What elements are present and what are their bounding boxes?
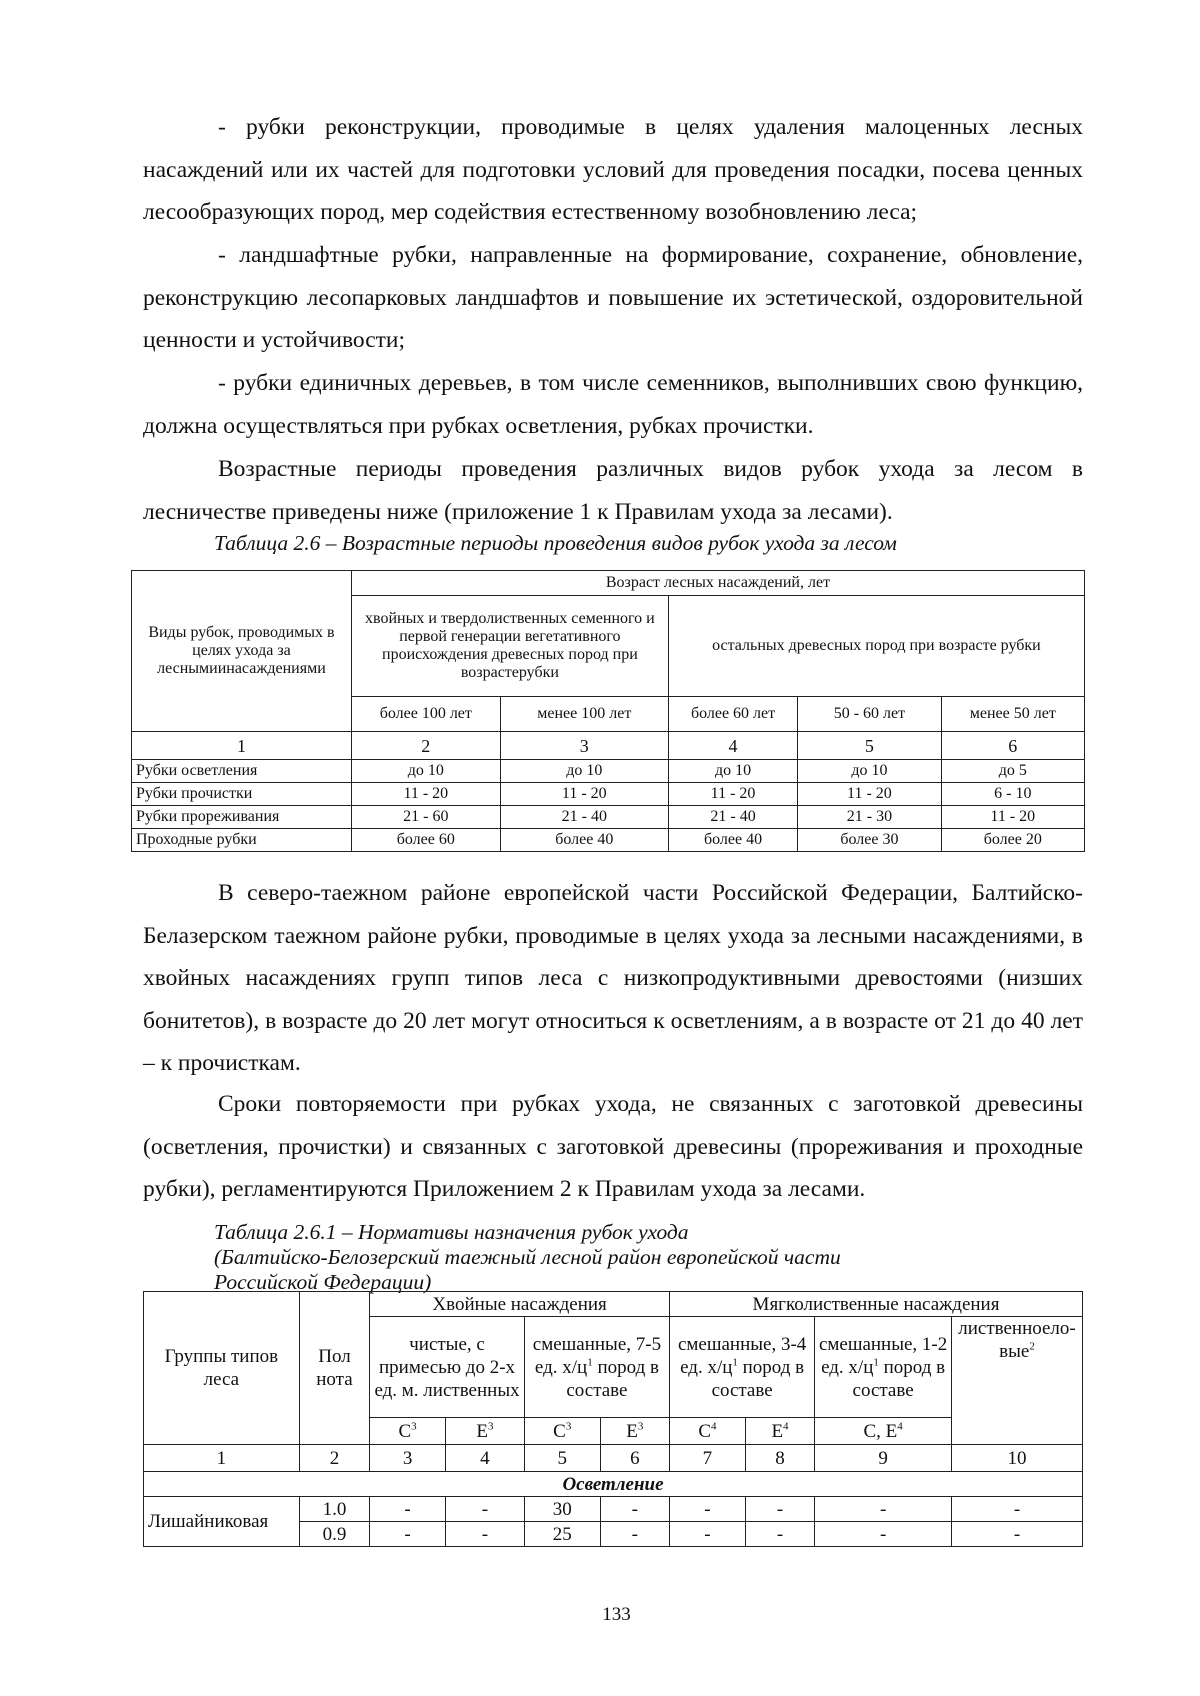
table-cell: более 40 xyxy=(668,829,797,852)
table-cell: 25 xyxy=(524,1522,600,1547)
table-cell: - xyxy=(745,1497,814,1522)
footnote-mark: 3 xyxy=(565,1420,572,1433)
paragraph-repeat-terms: Сроки повторяемости при рубках ухода, не связанных с заготовкой древесины (осветления, прочистки) и связанных с заготовкой древесины (прореживания и проходные рубки), регламентируются Приложением 2 к Правилам ухода за лесами. xyxy=(143,1091,1083,1202)
header-mixed-7-5 xyxy=(524,1317,669,1418)
table-2-6-caption: Таблица 2.6 – Возрастные периоды проведения видов рубок ухода за лесом xyxy=(214,531,897,555)
table-row xyxy=(144,1497,1083,1522)
footnote-mark: 3 xyxy=(487,1420,494,1433)
header-text: пород в составе xyxy=(566,1356,659,1401)
header-sub: 50 - 60 лет xyxy=(798,697,941,732)
species-label: Е xyxy=(626,1420,638,1442)
column-numbers-row xyxy=(144,1445,1083,1472)
row-label: Рубки прореживания xyxy=(132,806,352,829)
header-density: Пол нота xyxy=(299,1292,369,1445)
table-cell: 0.9 xyxy=(299,1522,369,1547)
table-cutting-norms xyxy=(143,1291,1083,1547)
column-number: 4 xyxy=(668,732,797,760)
species-label: С xyxy=(698,1420,711,1442)
paragraph-north-taiga: В северо-таежном районе европейской части Российской Федерации, Балтийско-Белазерском таежном районе рубки, проводимые в целях ухода за лесными насаждениями, в хвойных насаждениях групп типов леса с низкопродуктивными древостоями (низших бонитетов), в возрасте до 20 лет могут относиться к осветлениям, а в возрасте от 21 до 40 лет – к прочисткам. xyxy=(143,880,1083,1076)
table-cell: 11 - 20 xyxy=(351,783,500,806)
paragraph-reconstruction-cuttings: - рубки реконструкции, проводимые в целях удаления малоценных лесных насаждений или их частей для подготовки условий для проведения посадки, посева ценных лесообразующих пород, мер содействия естественному возобновлению леса; xyxy=(143,114,1083,225)
species-label: С xyxy=(553,1420,566,1442)
column-number: 8 xyxy=(745,1445,814,1472)
row-label: Проходные рубки xyxy=(132,829,352,852)
table-cell: 1.0 xyxy=(299,1497,369,1522)
column-number: 5 xyxy=(524,1445,600,1472)
column-number: 10 xyxy=(951,1445,1082,1472)
header-sub: более 100 лет xyxy=(351,697,500,732)
page-number: 133 xyxy=(602,1604,631,1625)
table-cell: более 20 xyxy=(941,829,1084,852)
table-cell: - xyxy=(745,1522,814,1547)
table-cell: - xyxy=(600,1497,669,1522)
table-cell: более 60 xyxy=(351,829,500,852)
species-cell xyxy=(815,1418,952,1445)
table-cell: до 10 xyxy=(798,760,941,783)
column-number: 1 xyxy=(132,732,352,760)
column-number: 4 xyxy=(445,1445,524,1472)
footnote-mark: 1 xyxy=(873,1356,879,1369)
species-cell xyxy=(445,1418,524,1445)
table-cell: 21 - 30 xyxy=(798,806,941,829)
table-cell: - xyxy=(951,1497,1082,1522)
header-age: Возраст лесных насаждений, лет xyxy=(351,571,1084,596)
forest-type-label: Лишайниковая xyxy=(144,1497,300,1547)
header-text: смешанные, 7-5 ед. х/ц xyxy=(532,1333,662,1378)
footnote-mark: 2 xyxy=(1029,1340,1035,1353)
header-sub: менее 100 лет xyxy=(500,697,668,732)
column-number: 6 xyxy=(600,1445,669,1472)
column-number: 7 xyxy=(670,1445,746,1472)
species-cell xyxy=(670,1418,746,1445)
species-label: Е xyxy=(771,1420,784,1442)
table-cell: - xyxy=(670,1522,746,1547)
column-number: 2 xyxy=(351,732,500,760)
header-forest-groups: Группы типов леса xyxy=(144,1292,300,1445)
footnote-mark: 4 xyxy=(783,1420,789,1433)
paragraph-landscape-cuttings: - ландшафтные рубки, направленные на формирование, сохранение, обновление, реконструкцию лесопарковых ландшафтов и повышение их эстетической, оздоровительной ценности и устойчивости; xyxy=(143,242,1083,353)
table-cell: более 30 xyxy=(798,829,941,852)
header-deciduous-spruce xyxy=(951,1317,1082,1445)
table-cell: - xyxy=(370,1497,446,1522)
table-cell: - xyxy=(370,1522,446,1547)
header-cutting-types: Виды рубок, проводимых в целях ухода за леснымиинасаждениями xyxy=(132,571,352,732)
table-row xyxy=(132,783,1085,806)
species-cell xyxy=(745,1418,814,1445)
header-text: смешанные, 3-4 ед. х/ц xyxy=(677,1333,807,1378)
table-cell: - xyxy=(670,1497,746,1522)
header-text: смешанные, 1-2 ед. х/ц xyxy=(818,1333,948,1378)
column-number: 2 xyxy=(299,1445,369,1472)
table-cell: - xyxy=(815,1522,952,1547)
table-cell: 21 - 40 xyxy=(500,806,668,829)
table-cell: до 10 xyxy=(351,760,500,783)
table-2-6-1-caption xyxy=(214,1220,841,1295)
table-cell: 11 - 20 xyxy=(500,783,668,806)
table-cell: - xyxy=(445,1497,524,1522)
column-numbers-row xyxy=(132,732,1085,760)
table-row xyxy=(132,806,1085,829)
footnote-mark: 1 xyxy=(732,1356,738,1369)
table-cell: 11 - 20 xyxy=(798,783,941,806)
table-cell: 6 - 10 xyxy=(941,783,1084,806)
header-text: пород в составе xyxy=(711,1356,805,1401)
footnote-mark: 3 xyxy=(411,1420,417,1433)
table-row xyxy=(132,760,1085,783)
footnote-mark: 4 xyxy=(897,1420,903,1433)
species-cell xyxy=(370,1418,446,1445)
table-cell: - xyxy=(445,1522,524,1547)
row-label: Рубки прочистки xyxy=(132,783,352,806)
table-cell: 21 - 60 xyxy=(351,806,500,829)
table-cell: до 10 xyxy=(500,760,668,783)
table-cell: до 10 xyxy=(668,760,797,783)
column-number: 6 xyxy=(941,732,1084,760)
table-cell: 11 - 20 xyxy=(941,806,1084,829)
table-cell: - xyxy=(951,1522,1082,1547)
header-conifer-stands: Хвойные насаждения xyxy=(370,1292,670,1317)
caption-line: Российской Федерации) xyxy=(214,1270,432,1294)
species-cell xyxy=(524,1418,600,1445)
header-text: пород в составе xyxy=(852,1356,946,1401)
header-softwood-stands: Мягколиственные насаждения xyxy=(670,1292,1083,1317)
table-cell: до 5 xyxy=(941,760,1084,783)
section-heading: Осветление xyxy=(144,1472,1083,1497)
table-cell: 11 - 20 xyxy=(668,783,797,806)
table-age-periods xyxy=(131,570,1085,852)
table-row xyxy=(132,829,1085,852)
row-label: Рубки осветления xyxy=(132,760,352,783)
column-number: 3 xyxy=(370,1445,446,1472)
table-cell: 30 xyxy=(524,1497,600,1522)
header-conifer-group: хвойных и твердолиственных семенного и первой генерации вегетативного происхождения древесных пород при возрастерубки xyxy=(351,596,668,697)
column-number: 5 xyxy=(798,732,941,760)
header-pure: чистые, с примесью до 2-х ед. м. лиственных xyxy=(370,1317,525,1418)
header-mixed-3-4 xyxy=(670,1317,815,1418)
footnote-mark: 1 xyxy=(587,1356,593,1369)
header-sub: более 60 лет xyxy=(668,697,797,732)
table-cell: - xyxy=(815,1497,952,1522)
paragraph-single-tree-cuttings: - рубки единичных деревьев, в том числе семенников, выполнивших свою функцию, должна осуществляться при рубках осветления, рубках прочистки. xyxy=(143,370,1083,439)
table-cell: - xyxy=(600,1522,669,1547)
caption-line: Таблица 2.6.1 – Нормативы назначения рубок ухода xyxy=(214,1220,689,1244)
header-other-species: остальных древесных пород при возрасте рубки xyxy=(668,596,1084,697)
species-label: Е xyxy=(476,1420,488,1442)
table-cell: 21 - 40 xyxy=(668,806,797,829)
species-label: С xyxy=(398,1420,412,1442)
footnote-mark: 3 xyxy=(637,1420,644,1433)
paragraph-age-periods: Возрастные периоды проведения различных видов рубок ухода за лесом в лесничестве приведены ниже (приложение 1 к Правилам ухода за лесами). xyxy=(143,456,1083,525)
species-cell xyxy=(600,1418,669,1445)
header-text: лиственноело-вые xyxy=(958,1318,1076,1362)
column-number: 9 xyxy=(815,1445,952,1472)
footnote-mark: 4 xyxy=(711,1420,717,1433)
column-number: 1 xyxy=(144,1445,300,1472)
column-number: 3 xyxy=(500,732,668,760)
caption-line: (Балтийско-Белозерский таежный лесной район европейской части xyxy=(214,1245,841,1269)
header-mixed-1-2 xyxy=(815,1317,952,1418)
header-sub: менее 50 лет xyxy=(941,697,1084,732)
species-label: С, Е xyxy=(863,1420,898,1442)
table-cell: более 40 xyxy=(500,829,668,852)
